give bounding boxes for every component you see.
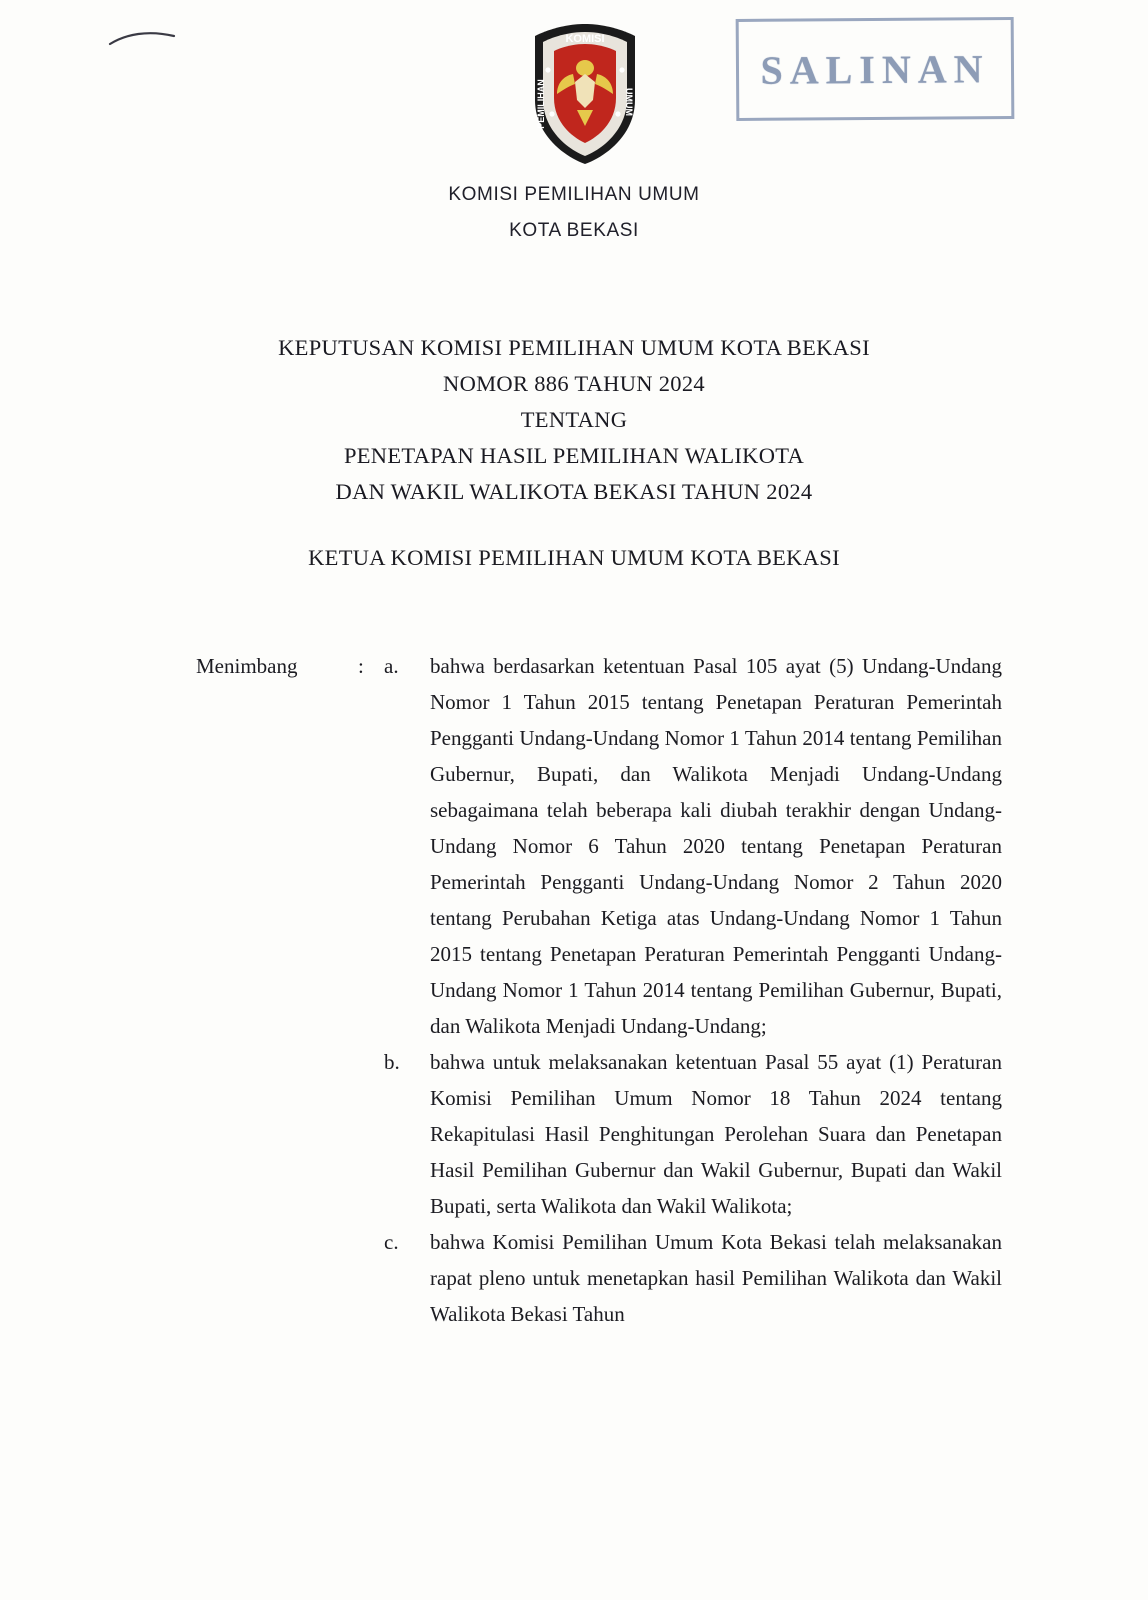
considering-text-a: bahwa berdasarkan ketentuan Pasal 105 ayat (5) Undang-Undang Nomor 1 Tahun 2015 tentang Penetapan Peraturan Pemerintah Pengganti Undang-Undang Nomor 1 Tahun 2014 tentang Pemilihan Gubernur, Bupati, dan Walikota Menjadi Undang-Undang sebagaimana telah beberapa kali diubah terakhir dengan Undang-Undang Nomor 6 Tahun 2020 tentang Penetapan Peraturan Pemerintah Pengganti Undang-Undang Nomor 2 Tahun 2020 tentang Perubahan Ketiga atas Undang-Undang Nomor 1 Tahun 2015 tentang Penetapan Peraturan Pemerintah Pengganti Undang-Undang Nomor 1 Tahun 2014 tentang Pemilihan Gubernur, Bupati, dan Walikota Menjadi Undang-Undang; bbox=[430, 654, 1002, 1038]
considering-letter-c: c. bbox=[384, 1230, 399, 1254]
institution-city: KOTA BEKASI bbox=[509, 220, 639, 241]
considering-section bbox=[0, 648, 1148, 1332]
logo-text-umum: UMUM bbox=[624, 88, 634, 116]
considering-label: Menimbang bbox=[196, 654, 298, 678]
salinan-stamp bbox=[736, 17, 1015, 121]
title-line-4: PENETAPAN HASIL PEMILIHAN WALIKOTA bbox=[343, 443, 805, 468]
kpu-logo bbox=[527, 22, 643, 167]
considering-letter-a: a. bbox=[384, 654, 399, 678]
title-line-5: DAN WAKIL WALIKOTA BEKASI TAHUN 2024 bbox=[335, 479, 813, 504]
considering-item-c bbox=[0, 1224, 1148, 1332]
considering-colon: : bbox=[358, 654, 364, 678]
institution-name: KOMISI PEMILIHAN UMUM bbox=[448, 184, 700, 205]
considering-letter-b: b. bbox=[384, 1050, 400, 1074]
authority-line: KETUA KOMISI PEMILIHAN UMUM KOTA BEKASI bbox=[308, 545, 840, 570]
title-line-3: TENTANG bbox=[520, 407, 628, 432]
salinan-stamp-text: SALINAN bbox=[760, 45, 990, 93]
considering-item-a bbox=[0, 648, 1148, 1044]
title-line-1: KEPUTUSAN KOMISI PEMILIHAN UMUM KOTA BEKASI bbox=[278, 335, 870, 360]
considering-item-b bbox=[0, 1044, 1148, 1224]
considering-text-c: bahwa Komisi Pemilihan Umum Kota Bekasi telah melaksanakan rapat pleno untuk menetapkan hasil Pemilihan Walikota dan Wakil Walikota Bekasi Tahun bbox=[430, 1230, 1002, 1326]
considering-text-b: bahwa untuk melaksanakan ketentuan Pasal 55 ayat (1) Peraturan Komisi Pemilihan Umum Nomor 18 Tahun 2024 tentang Rekapitulasi Hasil Penghitungan Perolehan Suara dan Penetapan Hasil Pemilihan Gubernur dan Wakil Gubernur, Bupati dan Wakil Bupati, serta Walikota dan Wakil Walikota; bbox=[430, 1050, 1002, 1218]
pen-mark bbox=[108, 28, 178, 50]
logo-text-komisi: KOMISI bbox=[565, 33, 605, 45]
document-title-block bbox=[0, 330, 1148, 510]
title-line-2: NOMOR 886 TAHUN 2024 bbox=[443, 371, 705, 396]
logo-text-pemilihan: PEMILIHAN bbox=[536, 79, 546, 129]
